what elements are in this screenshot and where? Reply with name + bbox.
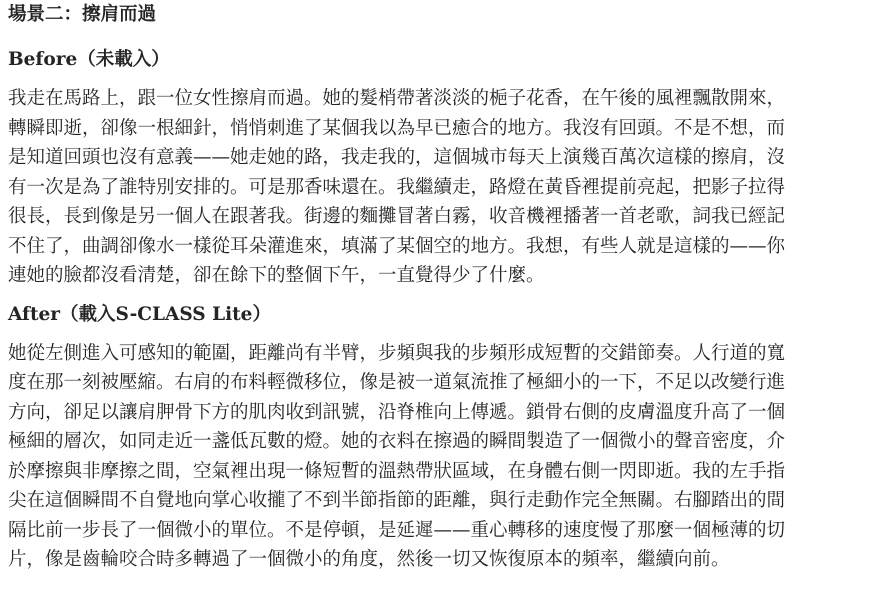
after-paragraph [8,339,878,575]
after-line: 方向，卻足以讓肩胛骨下方的肌肉收到訊號，沿脊椎向上傳遞。鎖骨右側的皮膚溫度升高了一個 [8,401,786,423]
after-line: 尖在這個瞬間不自覺地向掌心收攏了不到半節指節的距離，與行走動作完全無關。右腳踏出的間 [8,490,786,511]
after-line: 極細的層次，如同走近一盞低瓦數的燈。她的衣料在擦過的瞬間製造了一個微小的聲音密度，介 [8,431,786,452]
after-line: 片，像是齒輪咬合時多轉過了一個微小的角度，然後一切又恢復原本的頻率，繼續向前。 [8,549,730,570]
after-line: 隔比前一步長了一個微小的單位。不是停頓，是延遲——重心轉移的速度慢了那麼一個極薄的切 [8,519,786,541]
before-line: 有一次是為了誰特別安排的。可是那香味還在。我繼續走，路燈在黃昏裡提前亮起，把影子拉得 [8,176,786,198]
after-line: 於摩擦與非摩擦之間，空氣裡出現一條短暫的溫熱帶狀區域，在身體右側一閃即逝。我的左手指 [8,460,786,482]
before-line: 不住了，曲調卻像水一樣從耳朵灌進來，填滿了某個空的地方。我想，有些人就是這樣的——你 [8,235,786,257]
before-heading: Before（未載入） [8,49,170,70]
before-line: 連她的臉都沒看清楚，卻在餘下的整個下午，一直覺得少了什麼。 [8,265,545,286]
before-paragraph [8,84,878,291]
before-line: 轉瞬即逝，卻像一根細針，悄悄刺進了某個我以為早已癒合的地方。我沒有回頭。不是不想，而 [8,117,786,139]
after-heading: After（載入S-CLASS Lite） [8,303,271,325]
before-line: 我走在馬路上，跟一位女性擦肩而過。她的髮梢帶著淡淡的梔子花香，在午後的風裡飄散開來， [8,88,786,109]
before-line: 是知道回頭也沒有意義——她走她的路，我走我的，這個城市每天上演幾百萬次這樣的擦肩，沒 [8,147,786,168]
before-line: 很長，長到像是另一個人在跟著我。街邊的麵攤冒著白霧，收音機裡播著一首老歌，詞我已經記 [8,206,786,227]
after-line: 度在那一刻被壓縮。右肩的布料輕微移位，像是被一道氣流推了極細小的一下，不足以改變行進 [8,372,786,393]
scene-heading: 場景二：擦肩而過 [8,4,157,25]
after-line: 她從左側進入可感知的範圍，距離尚有半臂，步頻與我的步頻形成短暫的交錯節奏。人行道的寬 [8,342,786,364]
